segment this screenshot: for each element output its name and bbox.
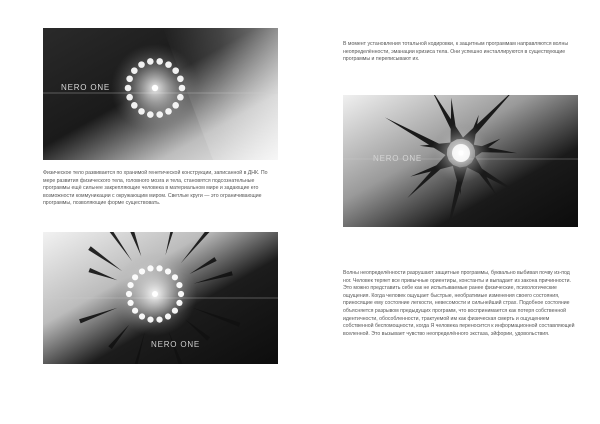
- figure-2-brand: NERO ONE: [151, 340, 201, 349]
- ring-dot: [177, 94, 184, 101]
- ring-dot: [131, 67, 138, 74]
- ring-dot: [179, 85, 186, 92]
- figure-3-artwork: [343, 95, 578, 227]
- ring-dot: [172, 308, 178, 314]
- ring-dot: [139, 313, 145, 319]
- ring-dot: [165, 268, 171, 274]
- ring-dot: [132, 274, 138, 280]
- ring-dot: [138, 108, 145, 115]
- ring-dot: [165, 61, 172, 68]
- ring-dot: [178, 291, 184, 297]
- ring-dot: [127, 300, 133, 306]
- ring-dot: [165, 313, 171, 319]
- figure-1-brand: NERO ONE: [61, 83, 111, 92]
- ring-dot: [176, 282, 182, 288]
- ring-dot: [172, 102, 179, 109]
- ring-dot: [132, 308, 138, 314]
- ring-dot: [147, 58, 154, 65]
- ring-dot: [138, 61, 145, 68]
- figure-3-brand: NERO ONE: [373, 154, 423, 163]
- ring-dot: [177, 75, 184, 82]
- ring-dot: [126, 291, 132, 297]
- ring-dot: [127, 282, 133, 288]
- figure-2-artwork: [43, 232, 278, 364]
- ring-dot: [126, 94, 133, 101]
- ring-dot: [176, 300, 182, 306]
- figure-1-artwork: [43, 28, 278, 160]
- ring-dot: [126, 75, 133, 82]
- figure-2-ring-arrows: [43, 232, 278, 364]
- ring-dot: [156, 111, 163, 118]
- ring-dot: [147, 317, 153, 323]
- caption-bottom-right: Волны неопределённости разрушают защитные программы, буквально выбивая почву из-под ног. Человек теряет все привычные ориентиры, константы и выпадает из закона причинности. Это можно представить себе как не испытываемые ранее физические, психологические ощущения. Когда человек ощущает быстрые, необратимые изменения своего состояния, приносящие ему состояние легкости, невесомости и сильнейший страх. Подобное состояние объясняется разрывом предыдущих программ, что воспринимается как потеря собственной идентичности, обособленности, трактуемой им как физическая смерть и ощущением собственной беспомощности, когда Я человека переносится к информационной составляющей вселенной. Это вызывает чувство неопределённого экстаза, эйфории, удовольствия.: [343, 270, 575, 337]
- ring-dot: [147, 265, 153, 271]
- ring-dot: [165, 108, 172, 115]
- caption-1: Физическое тело развивается по хранимой генетической конструкции, записанной в ДНК. По мере развития физического тела, головного мозга и тела, становятся подсознательные программы ещё сильнее закрепляющие человека в материальном мире и задающие его возможности коммуникации с окружающим миром. Светлые круги — это ограничивающие программы, позволяющие форме существовать.: [43, 170, 268, 207]
- figure-3-burst: [343, 95, 578, 227]
- ring-dot: [172, 274, 178, 280]
- caption-top-right: В момент установления тотальной кодировки, к защитным программам направляются волны неопределённости, эманации кризиса тела. Они успешно инсталлируются в существующие программы и переписывают их.: [343, 41, 569, 63]
- figure-1-ring: [43, 28, 278, 160]
- ring-dot: [147, 111, 154, 118]
- ring-dot: [156, 317, 162, 323]
- ring-dot: [156, 58, 163, 65]
- ring-dot: [125, 85, 132, 92]
- ring-dot: [131, 102, 138, 109]
- ring-dot: [139, 268, 145, 274]
- ring-dot: [156, 265, 162, 271]
- ring-dot: [172, 67, 179, 74]
